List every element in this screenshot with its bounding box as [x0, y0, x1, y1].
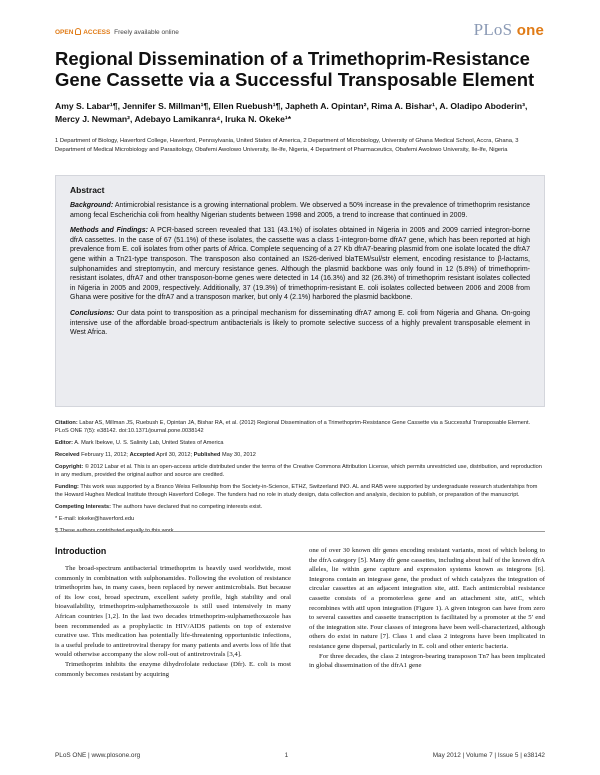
- introduction-heading: Introduction: [55, 546, 107, 556]
- abstract-background: [70, 201, 530, 220]
- footer-issue: May 2012 | Volume 7 | Issue 5 | e38142: [432, 752, 545, 759]
- citation-label: Citation:: [55, 420, 78, 426]
- citation-text: Labar AS, Millman JS, Ruebush E, Opintan JA, Bishar RA, et al. (2012) Regional Dissemination of a Trimethoprim-Resistance Gene Cassette via a Successful Transposable Element. PLoS ONE 7(5): e38142. doi:10.1371/journal.pone.0038142: [55, 420, 531, 434]
- page-footer: [55, 752, 545, 759]
- editor-text: A. Mark Ibekwe, U. S. Salinity Lab, United States of America: [74, 440, 224, 446]
- abstract-heading: Abstract: [70, 185, 105, 195]
- copyright: [55, 463, 545, 479]
- abstract-box: [55, 175, 545, 407]
- conclusions-text: Our data point to transposition as a principal mechanism for disseminating dfrA7 among E. coli from Nigeria and Ghana. On-going intensive use of the affordable broad-spectrum antibacterials is likely to promote selective success of a highly prevalent transposable element in West Africa.: [70, 309, 530, 337]
- conclusions-label: Conclusions:: [70, 309, 115, 317]
- equal-contribution-note: ¶ These authors contributed equally to this work.: [55, 528, 176, 534]
- intro-paragraph-2: Trimethoprim inhibits the enzyme dihydrofolate reductase (Dfr). E. coli is most commonly becomes resistant by acquiring: [55, 660, 291, 678]
- plos-one-logo: [474, 20, 544, 40]
- affiliations: 1 Department of Biology, Haverford College, Haverford, Pennsylvania, United States of America, 2 Department of Microbiology, University of Ghana Medical School, Accra, Ghana, 3 Department of Medical Microbiology and Parasitology, Obafemi Awolowo University, Ile-Ife, Nigeria, 4 Department of Pharmaceutics, Obafemi Awolowo University, Ile-Ife, Nigeria: [55, 138, 519, 153]
- open-label: OPEN: [55, 29, 74, 36]
- background-text: Antimicrobial resistance is a growing international problem. We observed a 50% increase in the prevalence of trimethoprim resistance among fecal Escherichia coli from healthy Nigerian students between 1998 and 2005, a trend to increase that continued in 2009.: [70, 202, 531, 219]
- logo-plos-text: PLoS: [473, 20, 513, 39]
- published-date: May 30, 2012: [221, 452, 256, 458]
- copyright-label: Copyright:: [55, 464, 84, 470]
- footer-journal[interactable]: PLoS ONE | www.plosone.org: [55, 752, 141, 759]
- editor-label: Editor:: [55, 440, 74, 446]
- received-date: February 11, 2012;: [81, 452, 128, 458]
- editor: [55, 439, 545, 447]
- received-label: Received: [55, 452, 80, 458]
- accepted-date: April 30, 2012;: [156, 452, 193, 458]
- accepted-label: Accepted: [129, 452, 155, 458]
- dates: [55, 451, 545, 459]
- funding-text: This work was supported by a Branco Weiss Fellowship from the Society-in-Science, ETHZ, Switzerland INO. AL and RAB were supported by undergraduate research studentships from the Howard Hughes Medical Institute through Haverford College. The funders had no role in study design, data collection and analysis, decision to publish, or preparation of the manuscript.: [55, 484, 538, 498]
- email[interactable]: * E-mail: iokeke@haverford.edu: [55, 516, 135, 522]
- footer-page-number: 1: [284, 752, 289, 759]
- competing-text: The authors have declared that no competing interests exist.: [112, 504, 263, 510]
- competing-interests: [55, 503, 545, 511]
- logo-one-text: one: [516, 22, 544, 39]
- section-divider: [55, 531, 545, 532]
- background-label: Background:: [70, 202, 114, 209]
- citation: [55, 419, 545, 435]
- left-column: [55, 564, 291, 679]
- funding: [55, 483, 545, 499]
- intro-paragraph-4: For three decades, the class 2 integron-bearing transposon Tn7 has been implicated in global dissemination of the dfrA1 gene: [309, 652, 545, 670]
- logo-wordmark: [474, 20, 544, 40]
- open-access-lock-icon: [75, 28, 81, 35]
- competing-label: Competing Interests:: [55, 504, 111, 510]
- methods-text: A PCR-based screen revealed that 131 (43.1%) of isolates obtained in Nigeria in 2005 and 2009 carried integron-borne dfrA cassettes. In the case of 67 (51.1%) of these isolates, the cassette was a class 1-integron-borne dfrA7 gene, which has been reported at high prevalence from E. coli isolates from other parts of Africa. Complete sequencing of a 27 Kb dfrA7-bearing plasmid from one isolate located the dfrA7 gene within a Tn21-type transposon. The transposon also contained an IS26-derived blaTEM/sul/str element, encoding resistance to β-lactams, sulphonamides and streptomycin, and mercury resistance genes. Although the plasmid backbone was only found in 12 (5.8%) of trimethoprim-resistant isolates, dfrA7 and other transposon-borne genes were detected in 14 (16.3%) and 32 (26.3%) of trimethoprim resistant isolates collected in Nigeria in 2005 and 2009, respectively. Additionally, 37 (19.3%) of trimethoprim-resistant E. coli isolates collected between 2006 and 2008 from Ghana were positive for the dfrA7 and a transposon marker, but only 4 (2.1%) harbored the plasmid backbone.: [70, 227, 530, 302]
- open-access-badge: [55, 28, 179, 36]
- freely-available-label: Freely available online: [114, 29, 179, 36]
- published-label: Published: [193, 452, 221, 458]
- abstract-methods: [70, 226, 530, 303]
- intro-paragraph-3: one of over 30 known dfr genes encoding resistant variants, most of which belong to the dfrA category [5]. Many dfr gene cassettes, including about half of the known dfrA alleles, lie within gene capture and expression systems known as integrons [6]. Integrons contain an integrase gene, the product of which catalyzes the integration of circular cassettes at an adjacent integration site, attI. Each antimicrobial resistance cassette consists of a promoterless gene and an attachment site, attC, which recombines with attI upon integration (Figure 1). A given integron can have from zero to several cassettes and cassette transcription is facilitated by a promoter at the 5′ end of the integration site. Four classes of integrons have been well-characterized, although others do exist in nature [7]. Class 1 and class 2 integrons have been implicated in resistance gene dispersal, particularly in E. coli and other enteric bacteria.: [309, 547, 545, 650]
- methods-label: Methods and Findings:: [70, 227, 148, 235]
- abstract-conclusions: [70, 309, 530, 338]
- copyright-text: © 2012 Labar et al. This is an open-access article distributed under the terms of the Creative Commons Attribution License, which permits unrestricted use, distribution, and reproduction in any medium, provided the original author and source are credited.: [55, 464, 542, 478]
- intro-paragraph-1: The broad-spectrum antibacterial trimethoprim is heavily used worldwide, most commonly in combination with sulphonamides. Following the evolution of resistance trimethoprim has, in many cases, been replaced by newer antimicrobials. But because of its low cost, broad spectrum, excellent safety profile, high stability and oral bioavailability, trimethoprim-sulphamethoxazole is still used intensively in many African countries [1,2]. In the last two decades trimethoprim-sulphamethoxazole has been recommended as a prophylactic in HIV/AIDS patients on top of extensive curative use. This medication has potentially life-threatening opportunistic infections, is a useful prelude to antiretroviral therapy for many patients and averts loss of life that would otherwise accompany the slow roll-out of antiretrovirals [3,4].: [55, 565, 291, 659]
- author-list: Amy S. Labar¹¶, Jennifer S. Millman¹¶, Ellen Ruebush¹¶, Japheth A. Opintan², Rima A. Bishar¹, A. Oladipo Aboderin³, Mercy J. Newman², Adebayo Lamikanra⁴, Iruka N. Okeke¹*: [55, 101, 528, 124]
- access-label: ACCESS: [83, 29, 111, 36]
- right-column: [309, 546, 545, 671]
- article-metadata: [55, 419, 545, 539]
- funding-label: Funding:: [55, 484, 79, 490]
- article-title: Regional Dissemination of a Trimethoprim-Resistance Gene Cassette via a Successful Transposable Element: [55, 48, 535, 90]
